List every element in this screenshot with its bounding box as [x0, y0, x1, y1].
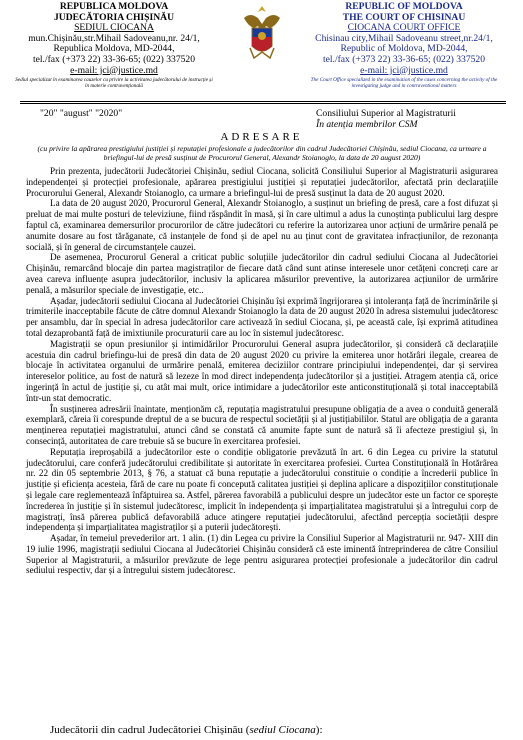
header-right-address2: Republic of Moldova, MD-2044,: [340, 43, 468, 55]
header-left-country: REPUBLICA MOLDOVA: [59, 1, 169, 12]
document-date: "20" "august" "2020": [40, 108, 123, 119]
header-right-office: CIOCANA COURT OFFICE: [347, 22, 461, 34]
header-right-email[interactable]: e-mail: jci@justice.md: [360, 64, 448, 76]
recipient-name: Consiliului Superior al Magistraturii: [316, 108, 456, 119]
header-right: [304, 2, 504, 89]
coat-of-arms-icon: [240, 4, 284, 64]
header-left-phone: tel./fax (+373 22) 33-36-65; (022) 337520: [32, 53, 196, 65]
header-divider: [20, 101, 506, 102]
header-left-office: SEDIUL CIOCANA: [74, 22, 154, 34]
paragraph: În susținerea adresării înaintate, menționăm că, reputația magistratului presupune obligația de a avea o conduită generală exemplară, căreia îi corespunde dreptul de a se bucura de respectul societății și al justițiabililor. Statul are obligația de a garanta menținerea reputației magistratului, atunci când se constată că anumite fapte sunt de natură să îi afecteze prestigiul și, în consecință, autoritatea de care trebuie să se bucure în exercitarea profesiei.: [26, 403, 498, 446]
recipient: [316, 108, 456, 130]
recipient-attention: În atenția membrilor CSM: [316, 119, 418, 130]
closing-office: sediul Ciocana: [249, 724, 316, 736]
paragraph: La data de 20 august 2020, Procurorul General, Alexandr Stoianoglo, a susținut un briefing de presă, care a fost difuzat și preluat de mai multe posturi de televiziune, fiind răspândit în masă, și în care ultimul a adus la cunoștința publicului larg despre faptul că, examinarea demersurilor procurorilor de către judecători cu referire la autorizarea unor acțiuni de urmărire penală pe anumite dosare au fost tărăganate, că instanțele de fond și de apel nu au ținut cont de gravitatea infracțiunilor, de rezonanța socială, și în general de circumstanțele cauzei.: [26, 198, 498, 252]
closing-line: [50, 724, 323, 736]
header-right-phone: tel./fax (+373 22) 33-36-65; (022) 337520: [322, 53, 486, 65]
header-right-note: The Court Office specialized in the examination of the cases concerning the activity of the investigating judge and in contraventional matters: [310, 77, 498, 90]
header-right-address1: Chisinau city,Mihail Sadoveanu street,nr.24/1,: [315, 32, 493, 44]
paragraph: Magistrații se opun presiunilor și intimidărilor Procurorului General asupra judecătorilor, și consideră că declarațiile acestuia din cadrul briefingu-lui de presă din data de 20 august 2020 cu privire la emiterea unor hotărâri ilegale, crearea de blocaje în activitatea organului de urmărire penală, emiterea deciziilor contrare principiului independenței, dar și servirea intereselor politice, au fost de natură să lezeze în mod direct independența judecătorilor și a justiției. Atragem atenția că, orice ingerință în actul de justiție și, cu atât mai mult, orice intimidare a judecătorilor este anticonstituțională și total inacceptabilă într-un stat democratic.: [26, 338, 498, 403]
paragraph: Prin prezenta, judecătorii Judecătoriei Chișinău, sediul Ciocana, solicită Consiliului Superior al Magistraturii asigurarea independenței și protecției profesionale, apărarea prestigiului justiției și reputației judecătorilor, afectată prin declarațiile Procurorului General, Alexandr Stoianoglo, ca urmare a briefingul-lui de presă susținut la data de 20 august 2020.: [26, 166, 498, 198]
header-left-note: Sediul specializat în examinarea cauzelor cu privire la activitatea judecătorului de instrucție și în materie contravențională: [15, 77, 213, 90]
header-left-court: JUDECĂTORIA CHIȘINĂU: [53, 11, 175, 23]
paragraph: Așadar, judecătorii sediului Ciocana al Judecătoriei Chișinău își exprimă îngrijorarea și intoleranța față de încriminările și trimiterile inacceptabile făcute de către domnul Alexandr Stoianoglo la data de 20 august 2020 în adresa sistemului judecătoresc per ansamblu, dar în special în adresa judecătorilor care activează în sediul Ciocana, și, pe această cale, își exprimă atitudinea total dezaprobantă față de imixtiunile procuraturii care au loc în sistemul judecătoresc.: [26, 295, 498, 338]
header-right-court: THE COURT OF CHISINAU: [342, 11, 466, 23]
header-right-country: REPUBLIC OF MOLDOVA: [345, 1, 463, 12]
header-left-email[interactable]: e-mail: jci@justice.md: [70, 64, 158, 76]
document-subtitle: (cu privire la apărarea prestigiului justiției și reputației profesionale a judecătorilor din cadrul Judecătoriei Chișinău, sediul Ciocana, ca urmare a briefingul-lui de presă susținut de Procurorul General, Alexandr Stoianoglo, la data de 20 august 2020): [37, 144, 487, 162]
paragraph: Reputația ireproșabilă a judecătorilor este o condiție obligatorie prevăzută în art. 6 din Legea cu privire la statutul judecătorului, care conferă judecătorului credibilitate și autoritate în exercitarea profesiei. Curtea Constituțională în Hotărârea nr. 22 din 05 septembrie 2013, § 76, a statuat că buna reputație a judecătorului constituie o condiție a încrederii publice în justiție și eficiența acesteia, fără de care nu poate fi concepută calitatea justiției și deplina aplicare a dispozițiilor constituționale și legale care reglementează înfăptuirea sa. Astfel, părerea favorabilă a publicului despre un judecător este un factor ce sporește încrederea în justiție și în sistemul judecătoresc, implicit în independența și imparțialitatea magistratului și a întregului corp de magistrați, însă părerea publică defavorabilă aduce atingere reputației judecătorului, afectând percepția societății despre independența și imparțialitatea magistraților și a puterii judecătorești.: [26, 446, 498, 533]
document-body: [26, 166, 498, 576]
closing-text: Judecătorii din cadrul Judecătoriei Chișinău (: [50, 724, 250, 736]
header-divider-thin: [20, 103, 506, 104]
document-title: ADRESARE: [220, 131, 303, 143]
paragraph: De asemenea, Procurorul General a criticat public soluțiile judecătorilor din cadrul sediului Ciocana al Judecătoriei Chișinău, remarcând blocaje din partea magistraților de fiecare dată când sunt atinse interesele unor cetățeni concreți care ar avea careva influențe asupra judecătorilor, inclusiv la aplicarea măsurilor preventive, la autorizarea acțiunilor de urmărire penală, a măsurilor speciale de investigație, etc..: [26, 252, 498, 295]
paragraph: Așadar, în temeiul prevederilor art. 1 alin. (1) din Legea cu privire la Consiliul Superior al Magistraturii nr. 947- XIII din 19 iulie 1996, magistrații sediului Ciocana al Judecătoriei Chișinău consideră că este iminentă întreprinderea de către Consiliul Superior al Magistraturii, a măsurilor prevăzute de lege pentru asigurarea protecției profesionale a judecătorilor din cadrul sediului respectiv, dar și a întregului sistem judecătoresc.: [26, 533, 498, 576]
header-left: [14, 2, 214, 89]
header-left-address2: Republica Moldova, MD-2044,: [53, 43, 175, 55]
header-left-address1: mun.Chișinău,str.Mihail Sadoveanu,nr. 24/1,: [28, 32, 200, 44]
closing-end: ):: [315, 724, 323, 736]
